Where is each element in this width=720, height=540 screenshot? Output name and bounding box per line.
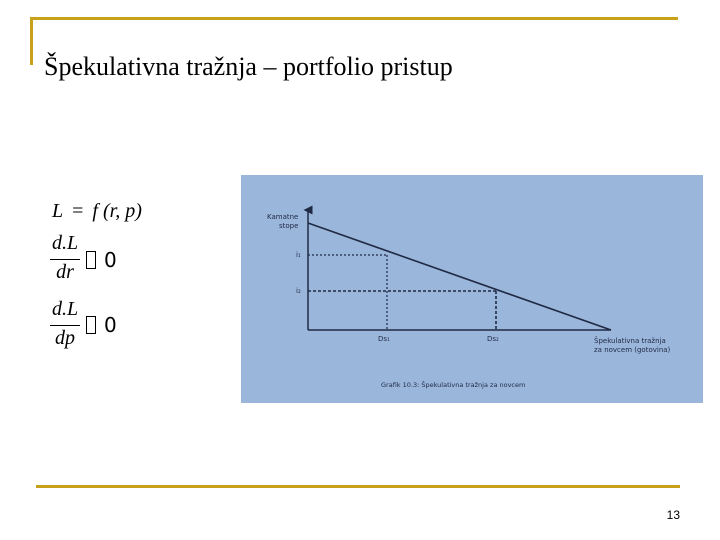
x-tick-ds2: Ds₂ xyxy=(487,335,499,343)
bottom-decorative-rule xyxy=(36,485,680,488)
missing-glyph-box-icon xyxy=(86,316,96,334)
derivative-p-denominator: dp xyxy=(55,327,75,349)
formula-equals: = xyxy=(72,200,84,222)
derivative-r-relation xyxy=(86,248,117,272)
formula-lhs: L xyxy=(52,200,64,222)
missing-glyph-box-icon xyxy=(86,251,96,269)
slide-title: Špekulativna tražnja – portfolio pristup xyxy=(44,52,453,81)
derivative-r-value: 0 xyxy=(104,248,117,272)
formula-main xyxy=(52,200,142,223)
x-axis-label-line2: za novcem (gotovina) xyxy=(594,346,671,354)
y-axis-label-line2: stope xyxy=(279,222,299,230)
derivative-p-relation xyxy=(86,313,117,337)
x-axis-label-line1: Špekulativna tražnja xyxy=(594,337,666,345)
derivative-p-bar xyxy=(50,325,80,326)
top-decorative-rule xyxy=(30,17,678,20)
formula-function: f xyxy=(92,200,98,222)
derivative-r-numerator: d.L xyxy=(51,232,79,254)
derivative-r-bar xyxy=(50,259,80,260)
y-axis-label-line1: Kamatne xyxy=(267,213,299,221)
speculative-demand-figure xyxy=(241,175,703,403)
y-tick-i1: i₁ xyxy=(296,251,301,259)
speculative-demand-line xyxy=(308,223,611,330)
page-number: 13 xyxy=(666,508,680,522)
left-decorative-rule xyxy=(30,17,33,65)
figure-caption: Grafik 10.3: Špekulativna tražnja za novcem xyxy=(381,381,526,389)
speculative-demand-graph xyxy=(241,175,703,403)
x-tick-ds1: Ds₁ xyxy=(378,335,390,343)
derivative-p-value: 0 xyxy=(104,313,117,337)
derivative-p-numerator: d.L xyxy=(51,298,79,320)
derivative-r-denominator: dr xyxy=(56,261,74,283)
formula-args: (r, p) xyxy=(102,200,142,222)
y-tick-i2: i₂ xyxy=(296,287,301,295)
